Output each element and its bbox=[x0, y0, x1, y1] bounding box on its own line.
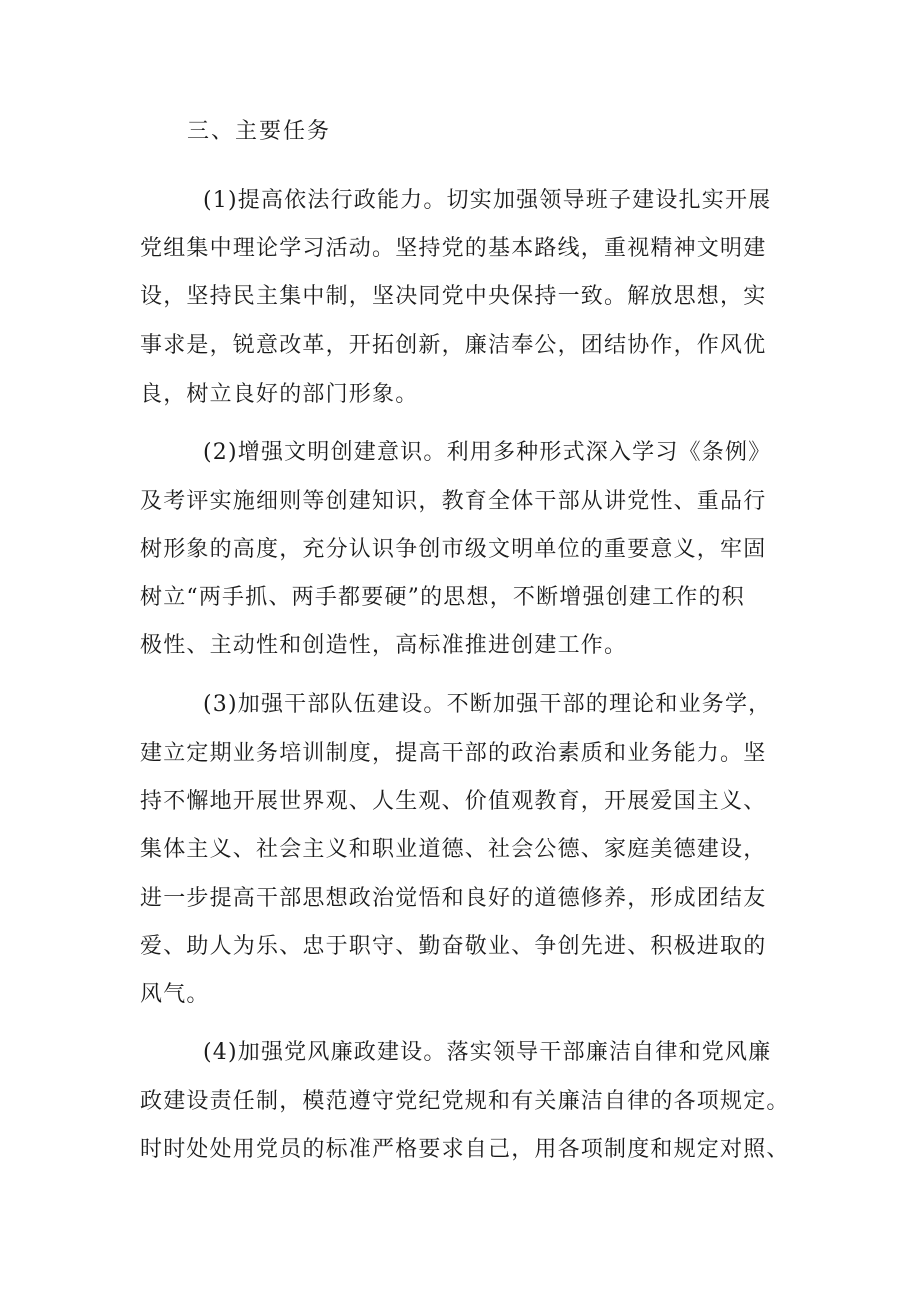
paragraph-2-line-4: 树立“两手抓、两手都要硬”的思想，不断增强创建工作的积 bbox=[140, 585, 745, 610]
paragraph-2-line-5: 极性、主动性和创造性，高标准推进创建工作。 bbox=[140, 633, 628, 658]
paragraph-3-line-6: 爱、助人为乐、忠于职守、勤奋敬业、争创先进、积极进取的 bbox=[140, 934, 767, 959]
paragraph-3-line-5: 进一步提高干部思想政治觉悟和良好的道德修养，形成团结友 bbox=[140, 886, 767, 911]
paragraph-2-line-2: 及考评实施细则等创建知识，教育全体干部从讲党性、重品行 bbox=[140, 489, 767, 514]
paragraph-1-line-3: 设，坚持民主集中制，坚决同党中央保持一致。解放思想，实 bbox=[140, 284, 767, 309]
paragraph-3-line-3: 持不懈地开展世界观、人生观、价值观教育，开展爱国主义、 bbox=[140, 789, 767, 814]
paragraph-4-line-2: 政建设责任制，模范遵守党纪党规和有关廉洁自律的各项规定。 bbox=[140, 1089, 790, 1114]
paragraph-1-line-4: 事求是，锐意改革，开拓创新，廉洁奉公，团结协作，作风优 bbox=[140, 333, 767, 358]
paragraph-2-line-3: 树形象的高度，充分认识争创市级文明单位的重要意义，牢固 bbox=[140, 537, 767, 562]
paragraph-1-line-1: (1)提高依法行政能力。切实加强领导班子建设扎实开展 bbox=[203, 188, 772, 213]
paragraph-3-line-1: (3)加强干部队伍建设。不断加强干部的理论和业务学， bbox=[203, 692, 772, 717]
paragraph-3-line-7: 风气。 bbox=[140, 982, 210, 1007]
paragraph-1-line-5: 良，树立良好的部门形象。 bbox=[140, 382, 419, 407]
paragraph-4-line-1: (4)加强党风廉政建设。落实领导干部廉洁自律和党风廉 bbox=[203, 1040, 772, 1065]
paragraph-4-line-3: 时时处处用党员的标准严格要求自己，用各项制度和规定对照、 bbox=[140, 1137, 790, 1162]
paragraph-3-line-4: 集体主义、社会主义和职业道德、社会公德、家庭美德建设， bbox=[140, 837, 767, 862]
paragraph-1-line-2: 党组集中理论学习活动。坚持党的基本路线，重视精神文明建 bbox=[140, 236, 767, 261]
paragraph-2-line-1: (2)增强文明创建意识。利用多种形式深入学习《条例》 bbox=[203, 440, 772, 465]
paragraph-3-line-2: 建立定期业务培训制度，提高干部的政治素质和业务能力。坚 bbox=[140, 741, 767, 766]
section-heading: 三、主要任务 bbox=[187, 119, 332, 144]
